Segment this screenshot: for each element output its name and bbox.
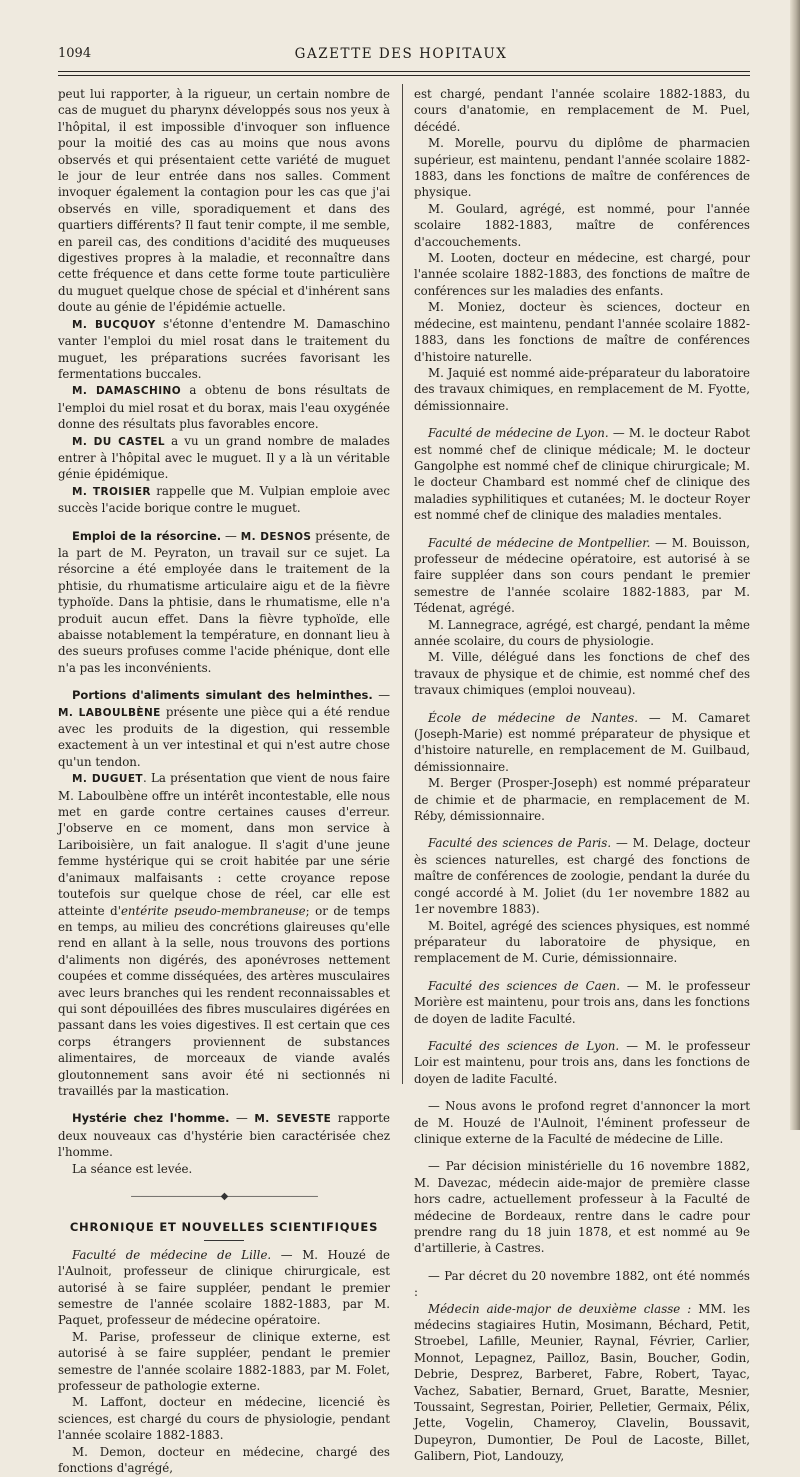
paragraph-text: MM. les médecins stagiaires Hutin, Mosimann, Béchard, Petit, Stroebel, Lafille, Meunier, Raynal, Février, Carlier, Monnot, Lepagnez, Pailloz, Basin, Boucher, Godin, Debrie, Desprez, Barberet, Fabre, Robert, Tayac, Vachez, Sabatier, Bernard, Gruet, Baratte, Mesnier, Toussaint, Segrestan, Poirier, Pelletier, Germaix, Pélix, Jette, Vogelin, Chameroy, Clavelin, Boussavit, Dupeyron, Dumontier, De Poul de Lacoste, Billet, Galibern, Piot, Landouzy, (414, 1301, 750, 1464)
dash: — (372, 688, 390, 703)
italic-heading: Faculté des sciences de Lyon. (428, 1038, 620, 1053)
paragraph (414, 535, 750, 617)
paragraph-text: — M. le professeur Morière est maintenu, pour trois ans, dans les fonctions de doyen de ladite Faculté. (414, 978, 750, 1026)
paragraph-text: présente une pièce qui a été rendue avec les produits de la digestion, qui ressemble exactement à un ver intestinal et qui n'est autre chose qu'un tendon. (58, 704, 390, 769)
paragraph-text: — M. le professeur Loir est maintenu, pour trois ans, dans les fonctions de doyen de ladite Faculté. (414, 1038, 750, 1086)
paragraph (414, 710, 750, 776)
paragraph-text: a obtenu de bons résultats de l'emploi du miel rosat et du borax, mais l'eau oxygénée donne des résultats plus favorables encore. (58, 383, 390, 432)
paragraph (58, 433, 390, 483)
paragraph-text: a vu un grand nombre de malades entrer à l'hôpital avec le muguet. Il y a là un véritable génie épidémique. (58, 433, 390, 482)
paragraph (58, 382, 390, 432)
speaker-name: M. DUGUET (72, 773, 143, 786)
paragraph-text: — M. le docteur Rabot est nommé chef de clinique médicale; M. le docteur Gangolphe est nommé chef de clinique chirurgicale; M. le docteur Chambard est nommé chef de clinique des maladies syphilitiques et cutanées; M. le docteur Royer est nommé chef de clinique des maladies mentales. (414, 426, 750, 523)
paragraph: M. Lannegrace, agrégé, est chargé, pendant la même année scolaire, du cours de physiologie. (414, 617, 750, 648)
paragraph (58, 770, 390, 1099)
italic-term: entérite pseudo-membraneuse (120, 903, 306, 918)
italic-heading: Faculté de médecine de Montpellier. (428, 535, 651, 550)
paragraph-text: rappelle que M. Vulpian emploie avec succès l'acide borique contre le muguet. (58, 483, 390, 516)
header-rule (58, 71, 750, 72)
speaker-name: M. TROISIER (72, 485, 151, 498)
paragraph (58, 1247, 390, 1329)
italic-heading: Faculté des sciences de Paris. (428, 836, 612, 851)
paragraph: est chargé, pendant l'année scolaire 1882-1883, du cours d'anatomie, en remplacement de M. Puel, décédé. (414, 87, 750, 134)
subject-heading: Emploi de la résorcine. (72, 528, 222, 543)
speaker-name: M. LABOULBÈNE (58, 706, 161, 719)
paragraph (58, 316, 390, 383)
section-title: CHRONIQUE ET NOUVELLES SCIENTIFIQUES (69, 1220, 379, 1235)
paragraph-text: ; or de temps en temps, au milieu des concrétions glaireuses qu'elle rend en allant à la selle, nous trouvons des portions d'aliments non digérés, des aponévroses nettement coupées et comme disséquées, des artères musculaires avec leurs branches qui les rendent reconnaissables et qui sont dépouillées des fibres musculaires digérées en passant dans les voies digestives. Il est certain que ces corps étrangers proviennent de substances alimentaires, de morceaux de viande avalés gloutonnement sans avoir été ni sectionnés ni travaillés par la mastication. (58, 903, 390, 1098)
paragraph: — Nous avons le profond regret d'annoncer la mort de M. Houzé de l'Aulnoit, l'éminent professeur de clinique externe de la Faculté de médecine de Lille. (414, 1099, 750, 1146)
paragraph-text: s'étonne d'entendre M. Damaschino vanter l'emploi du miel rosat dans le traitement du muguet, les préparations sucrées favorisant les fermentations buccales. (58, 316, 391, 381)
paragraph: M. Demon, docteur en médecine, chargé des fonctions d'agrégé, (58, 1444, 390, 1476)
paragraph: M. Goulard, agrégé, est nommé, pour l'année scolaire 1882-1883, maître de conférences d'accouchements. (414, 201, 750, 249)
italic-heading: Faculté de médecine de Lille. (72, 1247, 272, 1262)
paragraph (414, 835, 750, 917)
paragraph (414, 1301, 750, 1465)
speaker-name: M. DU CASTEL (72, 435, 165, 448)
paragraph (58, 687, 390, 770)
paragraph: M. Laffont, docteur en médecine, licencié ès sciences, est chargé du cours de physiologie, pendant l'année scolaire 1882-1883. (58, 1395, 390, 1443)
italic-heading: Faculté des sciences de Caen. (428, 978, 620, 993)
paragraph-text: — M. Delage, docteur ès sciences naturelles, est chargé des fonctions de maître de conférences de zoologie, pendant la durée du congé accordé à M. Joliet (du 1er novembre 1882 au 1er novembre 1883). (414, 836, 750, 917)
paragraph-text: rapporte deux nouveaux cas d'hystérie bien caractérisée chez l'homme. (58, 1111, 390, 1160)
paragraph: M. Looten, docteur en médecine, est chargé, pour l'année scolaire 1882-1883, des fonctions de maître de conférences sur les maladies des enfants. (414, 251, 750, 298)
paragraph: M. Parise, professeur de clinique externe, est autorisé à se faire suppléer, pendant le premier semestre de l'année scolaire 1882-1883, par M. Folet, professeur de pathologie externe. (58, 1329, 390, 1394)
speaker-name: M. DESNOS (240, 530, 312, 543)
paragraph: peut lui rapporter, à la rigueur, un certain nombre de cas de muguet du pharynx développés sous nos yeux à l'hôpital, il est impossible d'invoquer son influence pour la moitié des cas au moins que nous avons observés et qui présentaient cette variété de muguet le jour de leur entrée dans nos salles. Comment invoquer également la contagion pour les cas que j'ai observés en ville, sporadiquement et dans des quartiers différents? Il faut tenir compte, il me semble, en pareil cas, des conditions d'acidité des muqueuses digestives propres à la maladie, et reconnaître dans cette fréquence et dans cette forme toute particulière du muguet quelque chose de spécial et d'inhérent sans doute au génie de l'épidémie actuelle. (58, 87, 390, 315)
paragraph: M. Jaquié est nommé aide-préparateur du laboratoire des travaux chimiques, en remplacement de M. Fyotte, démissionnaire. (414, 365, 750, 413)
paragraph-text: — M. Bouisson, professeur de médecine opératoire, est autorisé à se faire suppléer dans son cours pendant le premier semestre de l'année scolaire 1882-1883, par M. Tédenat, agrégé. (414, 535, 750, 616)
subject-heading: Portions d'aliments simulant des helminthes. (72, 688, 373, 703)
section-rule (204, 1240, 244, 1241)
journal-title: GAZETTE DES HOPITAUX (294, 46, 508, 62)
italic-heading: Médecin aide-major de deuxième classe : (428, 1301, 692, 1316)
header-rule-thin (58, 75, 750, 76)
paragraph-text: . La présentation que vient de nous faire M. Laboulbène offre un intérêt incontestable, elle nous met en garde contre certaines causes d'erreur. J'observe en ce moment, dans mon service à Lariboisière, un fait analogue. Il s'agit d'une jeune femme hystérique qui se croit habitée par une série d'animaux malfaisants : cette croyance repose toutefois sur quelque chose de réel, car elle est atteinte d' (58, 771, 390, 918)
column-divider (402, 84, 403, 1084)
paragraph: M. Morelle, pourvu du diplôme de pharmacien supérieur, est maintenu, pendant l'année scolaire 1882-1883, dans les fonctions de maître de conférences de physique. (414, 136, 750, 200)
paragraph: — Par décision ministérielle du 16 novembre 1882, M. Davezac, médecin aide-major de première classe hors cadre, actuellement professeur à la Faculté de médecine de Bordeaux, rentre dans le cadre pour prendre rang du 18 juin 1878, et est nommé au 9e d'artillerie, à Castres. (414, 1159, 750, 1256)
paragraph (58, 528, 390, 677)
paragraph: La séance est levée. (72, 1161, 193, 1176)
speaker-name: M. BUCQUOY (72, 318, 156, 331)
paragraph (58, 483, 390, 517)
paragraph-text: — M. Camaret (Joseph-Marie) est nommé préparateur de physique et d'histoire naturelle, en remplacement de M. Guilbaud, démissionnaire. (414, 710, 750, 774)
paragraph: — Par décret du 20 novembre 1882, ont été nommés : (414, 1268, 750, 1300)
speaker-name: M. SEVESTE (254, 1113, 332, 1126)
speaker-name: M. DAMASCHINO (72, 385, 182, 398)
paragraph (58, 1110, 390, 1160)
paragraph (414, 1038, 750, 1087)
italic-heading: École de médecine de Nantes. (428, 710, 638, 725)
page-header (56, 46, 746, 68)
page-edge-shadow (790, 0, 800, 1130)
paragraph: M. Berger (Prosper-Joseph) est nommé préparateur de chimie et de pharmacie, en remplacement de M. Réby, démissionnaire. (414, 776, 750, 824)
subject-heading: Hystérie chez l'homme. (72, 1111, 230, 1126)
paragraph-text: — M. Houzé de l'Aulnoit, professeur de clinique chirurgicale, est autorisé à se faire suppléer, pendant le premier semestre de l'année scolaire 1882-1883, par M. Paquet, professeur de médecine opératoire. (58, 1247, 390, 1328)
right-column (414, 86, 750, 1465)
page-number: 1094 (58, 46, 92, 61)
dash: — (221, 528, 241, 543)
ornament-separator: ——————————◆—————————— (130, 1191, 318, 1202)
paragraph (414, 425, 750, 523)
dash: — (229, 1111, 255, 1126)
paragraph-text: présente, de la part de M. Peyraton, un travail sur ce sujet. La résorcine a été employée dans le traitement de la phtisie, du rhumatisme articulaire aigu et de la fièvre typhoïde. Dans la phtisie, dans le rhumatisme, elle n'a produit aucun effet. Dans la fièvre typhoïde, elle abaisse notablement la température, en donnant lieu à des sueurs profuses comme l'acide phénique, dont elle n'a pas les inconvénients. (58, 528, 391, 675)
italic-heading: Faculté de médecine de Lyon. (428, 426, 609, 441)
paragraph (414, 978, 750, 1027)
paragraph: M. Moniez, docteur ès sciences, docteur en médecine, est maintenu, pendant l'année scolaire 1882-1883, dans les fonctions de maître de conférences d'histoire naturelle. (414, 300, 750, 364)
left-column (58, 86, 390, 1477)
paragraph: M. Ville, délégué dans les fonctions de chef des travaux de physique et de chimie, est nommé chef des travaux chimiques (emploi nouveau). (414, 650, 750, 698)
paragraph: M. Boitel, agrégé des sciences physiques, est nommé préparateur du laboratoire de physique, en remplacement de M. Curie, démissionnaire. (414, 918, 750, 966)
